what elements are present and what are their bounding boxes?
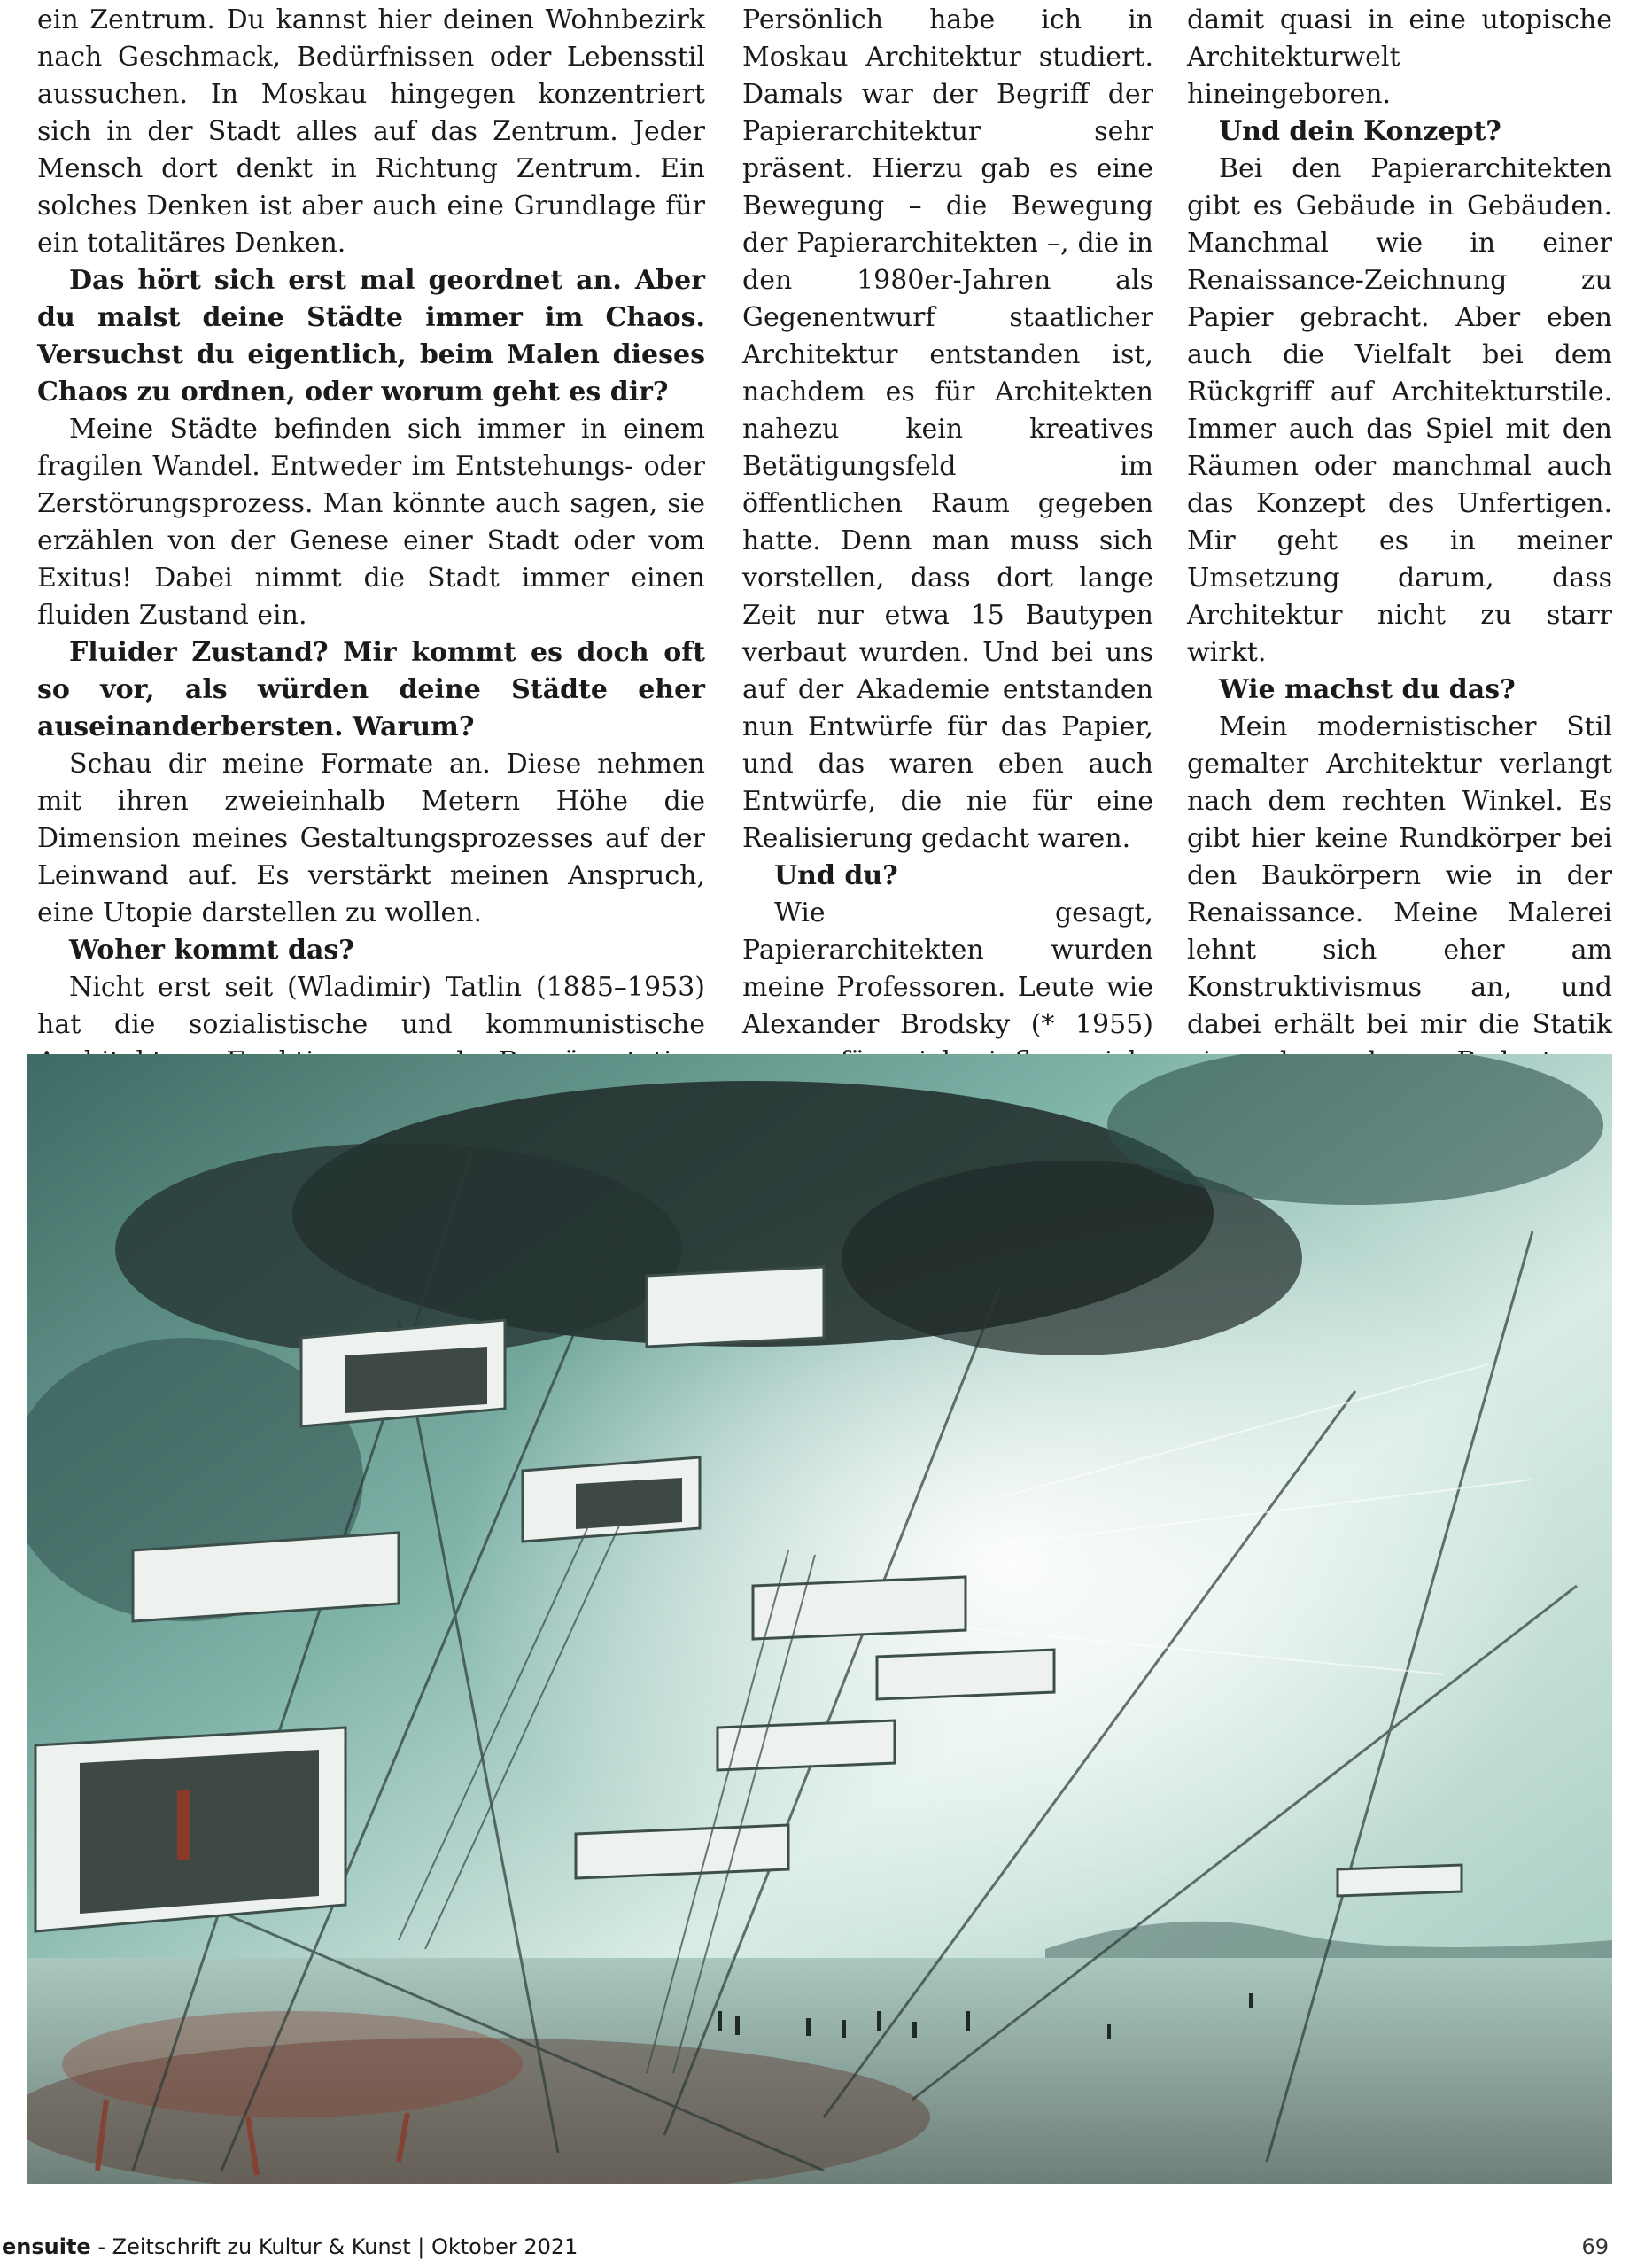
painting-illustration	[27, 1054, 1612, 2184]
interview-answer: Bei den Papierarchitekten gibt es Gebäude in Gebäuden. Manchmal wie in einer Renaissance-Zeichnung zu Papier gebracht. Aber eben auch die Vielfalt bei dem Rückgriff auf Architekturstile. Immer auch das Spiel mit den Räumen oder manchmal auch das Konzept des Unfertigen. Mir geht es in meiner Umsetzung darum, dass Architektur nicht zu starr wirkt.	[1187, 153, 1612, 668]
interview-question: Das hört sich erst mal geordnet an. Aber du malst deine Städte immer im Chaos. Versuchst du eigentlich, beim Malen dieses Chaos zu ordnen, oder worum geht es dir?	[37, 265, 705, 408]
interview-answer: Schau dir meine Formate an. Diese nehmen mit ihren zweieinhalb Metern Höhe die Dimension meines Gestaltungsprozesses auf der Leinwand auf. Es verstärkt meinen Anspruch, eine Utopie darstellen zu wollen.	[37, 749, 705, 928]
interview-answer: Persönlich habe ich in Moskau Architektur studiert. Damals war der Begriff der Papierarchitektur sehr präsent. Hierzu gab es eine Bewegung – die Bewegung der Papierarchitekten –, die in den 1980er-Jahren als Gegenentwurf staatlicher Architektur entstanden ist, nachdem es für Architekten nahezu kein kreatives Betätigungsfeld im öffentlichen Raum gegeben hatte. Denn man muss sich vorstellen, dass dort lange Zeit nur etwa 15 Bautypen verbaut wurden. Und bei uns auf der Akademie entstanden nun Entwürfe für das Papier, und das waren eben auch Entwürfe, die nie für eine Realisierung gedacht waren.	[742, 4, 1153, 854]
interview-answer: Nicht erst seit (Wladimir) Tatlin (1885–1953) hat die sozialistische und kommunistische	[37, 972, 705, 1040]
article-column-3	[1187, 2, 1612, 1192]
interview-question: Und dein Konzept?	[1219, 116, 1501, 147]
magazine-brand: ensuite - Zeitschrift zu Kultur & Kunst | Oktober 2021	[2, 2234, 578, 2259]
page-number: 69	[1581, 2234, 1609, 2259]
interview-question: Fluider Zustand? Mir kommt es doch oft so vor, als würden deine Städte eher auseinanderbersten. Warum?	[37, 637, 705, 742]
interview-question: Und du?	[774, 860, 898, 891]
publication-line: Zeitschrift zu Kultur & Kunst | Oktober 2021	[112, 2234, 578, 2259]
interview-answer: damit quasi in eine utopische Architekturwelt hineingeboren.	[1187, 4, 1612, 110]
interview-answer: ein Zentrum. Du kannst hier deinen Wohnbezirk nach Geschmack, Bedürfnissen oder Lebensstil aussuchen. In Moskau hingegen konzentriert sich in der Stadt alles auf das Zentrum. Jeder Mensch dort denkt in Richtung Zentrum. Ein solches Denken ist aber auch eine Grundlage für ein totalitäres Denken.	[37, 4, 705, 259]
interview-answer: Wie gesagt, Papierarchitekten wurden meine Professoren. Leute wie Alexander Brodsky (* 1955)	[742, 897, 1153, 1040]
article-column-2	[742, 2, 1153, 1230]
interview-question: Wie machst du das?	[1219, 674, 1516, 705]
interview-question: Woher kommt das?	[69, 935, 354, 966]
interview-answer: Meine Städte befinden sich immer in einem fragilen Wandel. Entweder im Entstehungs- oder Zerstörungsprozess. Man könnte auch sagen, sie erzählen von der Genese einer Stadt oder vom Exitus! Dabei nimmt die Stadt immer einen fluiden Zustand ein.	[37, 414, 705, 631]
interview-answer: Mein modernistischer Stil gemalter Architektur verlangt nach dem rechten Winkel. Es gibt hier keine Rundkörper bei den Baukörpern wie in der Renaissance. Meine Malerei lehnt sich eher am Konstruktivismus an, und dabei erhält bei mir die Statik	[1187, 711, 1612, 1040]
article-column-1	[37, 2, 705, 1118]
page-footer	[0, 2234, 1637, 2266]
